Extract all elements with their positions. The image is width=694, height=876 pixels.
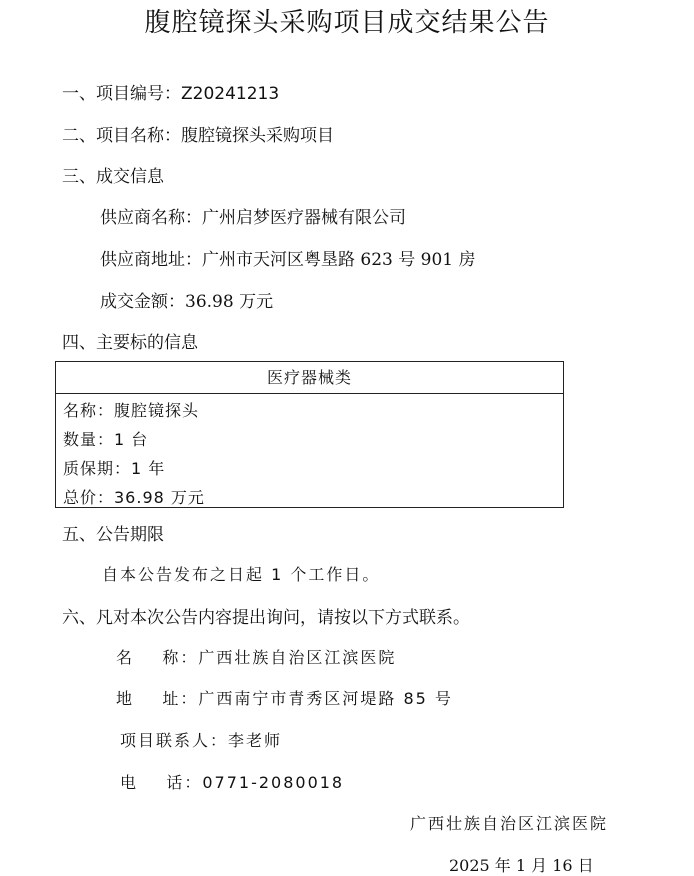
- contact-phone-value: 0771-2080018: [202, 773, 345, 792]
- table-row: 总价：36.98 万元: [63, 488, 205, 507]
- section-contact-heading: 六、凡对本次公告内容提出询问，请按以下方式联系。: [62, 608, 470, 628]
- contact-name-row: [116, 645, 396, 668]
- items-table-header: 医疗器械类: [56, 362, 563, 394]
- contact-address-row: [116, 686, 453, 709]
- contact-phone-row: [120, 770, 344, 793]
- section-items-heading: 四、主要标的信息: [62, 333, 198, 353]
- section-transaction-heading: 三、成交信息: [62, 167, 164, 187]
- page-title: 腹腔镜探头采购项目成交结果公告: [144, 8, 550, 38]
- contact-person-row: [120, 728, 282, 751]
- table-row: 名称：腹腔镜探头: [63, 401, 200, 420]
- period-text: 自本公告发布之日起 1 个工作日。: [102, 565, 381, 584]
- items-table: [55, 361, 564, 508]
- contact-person-label: 项目联系人：: [120, 731, 229, 750]
- section-period-heading: 五、公告期限: [62, 525, 164, 545]
- contact-address-value: 广西南宁市青秀区河堤路 85 号: [198, 689, 453, 708]
- footer-date: 2025 年 1 月 16 日: [449, 856, 594, 875]
- contact-phone-label: 电 话：: [120, 773, 203, 792]
- supplier-name: 供应商名称：广州启梦医疗器械有限公司: [100, 208, 406, 228]
- project-number: 一、项目编号：Z20241213: [62, 84, 280, 104]
- transaction-amount: 成交金额：36.98 万元: [100, 292, 274, 312]
- contact-name-label: 名 称：: [116, 648, 199, 667]
- footer-organization: 广西壮族自治区江滨医院: [410, 814, 609, 833]
- contact-name-value: 广西壮族自治区江滨医院: [198, 648, 397, 667]
- table-row: 质保期：1 年: [63, 459, 166, 478]
- contact-person-value: 李老师: [228, 731, 283, 750]
- supplier-address: 供应商地址：广州市天河区粤垦路 623 号 901 房: [100, 250, 476, 270]
- table-row: 数量：1 台: [63, 430, 149, 449]
- project-name: 二、项目名称：腹腔镜探头采购项目: [62, 126, 334, 146]
- contact-address-label: 地 址：: [116, 689, 199, 708]
